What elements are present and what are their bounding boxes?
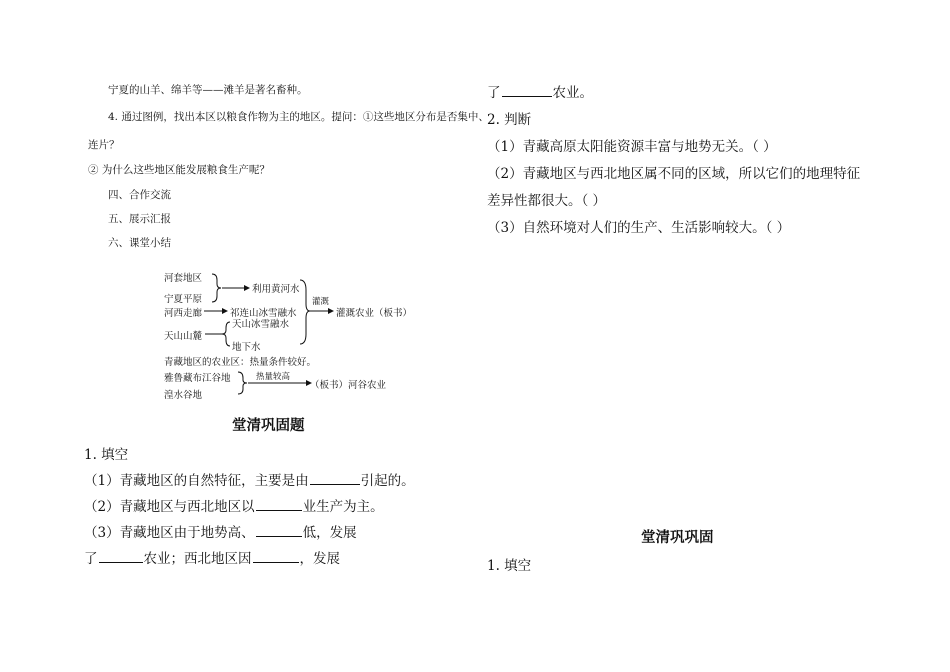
diagram-region-ningxia: 宁夏平原 [164, 294, 203, 305]
fill-item-text: 业生产为主。 [302, 499, 384, 515]
answer-blank[interactable] [256, 498, 302, 511]
text-line: 宁夏的山羊、绵羊等——滩羊是著名畜种。 [108, 84, 308, 96]
diagram-source-qilian: 祁连山冰雪融水 [230, 308, 297, 319]
fill-item-3-continued [84, 547, 340, 567]
fill-item-continued [487, 81, 593, 101]
answer-blank[interactable] [310, 472, 360, 485]
fill-item-text: 了 [84, 551, 98, 567]
diagram-source-yellow-river: 利用黄河水 [252, 284, 300, 295]
diagram-region-yarlung: 雅鲁藏布江谷地 [164, 373, 231, 384]
text-line: 4. 通过图例，找出本区以粮食作物为主的地区。提问：①这些地区分布是否集中、 [108, 111, 489, 123]
diagram-region-hetao: 河套地区 [164, 273, 203, 284]
question-1-label: 1. 填空 [487, 558, 532, 574]
diagram-region-tianshan: 天山山麓 [164, 331, 203, 342]
heading-summary: 六、课堂小结 [108, 237, 171, 249]
fill-item-text: （3）青藏地区由于地势高、 [84, 525, 255, 541]
fill-item-text: 低，发展 [302, 525, 357, 541]
fill-item-3 [84, 521, 357, 541]
diagram-result-irrigation-agriculture: 灌溉农业（板书） [336, 308, 413, 319]
answer-blank[interactable] [502, 84, 552, 97]
text-line: 连片？ [88, 139, 120, 151]
section-title: 堂清巩固题 [232, 418, 305, 434]
right-column [475, 0, 950, 672]
diagram-result-valley-agriculture: （板书）河谷农业 [310, 380, 387, 391]
answer-blank[interactable] [253, 550, 299, 563]
question-2-label: 2. 判断 [487, 112, 532, 128]
diagram-heat-label: 热量较高 [256, 372, 291, 382]
judge-item-2: （2）青藏地区与西北地区属不同的区域，所以它们的地理特征 [487, 166, 861, 182]
judge-item-3: （3）自然环境对人们的生产、生活影响较大。（ ） [487, 220, 791, 236]
fill-item-text: 农业；西北地区因 [143, 551, 252, 567]
diagram-source-groundwater: 地下水 [232, 342, 261, 353]
fill-item-text: （1）青藏地区的自然特征，主要是由 [84, 473, 309, 489]
text-line: ② 为什么这些地区能发展粮食生产呢？ [88, 164, 270, 176]
answer-blank[interactable] [99, 550, 143, 563]
fill-item-2 [84, 495, 384, 515]
fill-item-text: ，发展 [299, 551, 340, 567]
judge-item-2-continued: 差异性都很大。（ ） [487, 193, 607, 209]
fill-item-text: 引起的。 [360, 473, 415, 489]
judge-item-1: （1）青藏高原太阳能资源丰富与地势无关。（ ） [487, 139, 777, 155]
fill-item-text: 农业。 [552, 85, 593, 101]
heading-cooperation: 四、合作交流 [108, 189, 171, 201]
board-diagram [160, 268, 420, 402]
question-1-label: 1. 填空 [84, 447, 129, 463]
fill-item-1 [84, 469, 415, 489]
fill-item-text: 了 [487, 85, 501, 101]
diagram-region-huangshui: 湟水谷地 [164, 390, 203, 401]
diagram-region-hexi: 河西走廊 [164, 308, 203, 319]
fill-item-text: （2）青藏地区与西北地区以 [84, 499, 255, 515]
answer-blank[interactable] [256, 524, 302, 537]
diagram-irrigate-label: 灌溉 [312, 297, 330, 307]
diagram-summary: 青藏地区的农业区：热量条件较好。 [164, 357, 317, 368]
diagram-source-tianshan-snow: 天山冰雪融水 [232, 319, 290, 330]
heading-presentation: 五、展示汇报 [108, 213, 171, 225]
section-title: 堂清巩巩固 [641, 530, 714, 546]
